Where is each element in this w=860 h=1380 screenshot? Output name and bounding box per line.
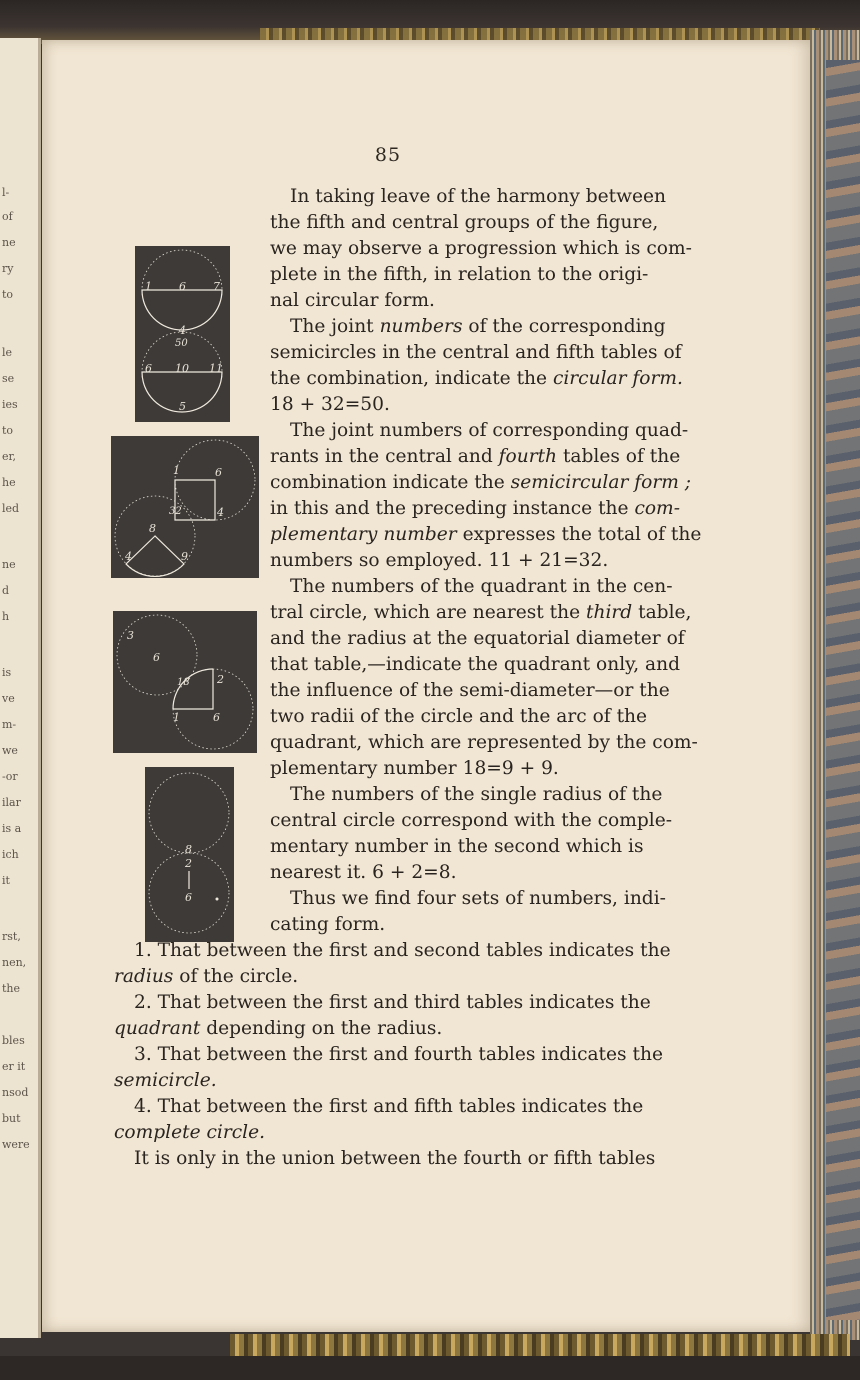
- left-page-fragment: rst,: [2, 930, 21, 943]
- italic-text: complete circle.: [114, 1122, 266, 1143]
- figure-label: 7: [213, 280, 220, 293]
- figure-label: 11: [209, 362, 223, 375]
- text-line: the fifth and central groups of the figure,: [270, 212, 659, 233]
- left-page-fragment: -or: [2, 770, 18, 783]
- paragraph: [270, 314, 683, 418]
- left-page-fragment: of: [2, 210, 13, 223]
- figure-label: 8: [185, 843, 192, 856]
- text-line: Thus we find four sets of numbers, indi-: [290, 888, 666, 909]
- left-page-fragment: m-: [2, 718, 17, 731]
- left-page-fragment: the: [2, 982, 21, 995]
- left-page-fragment: nen,: [2, 956, 27, 969]
- text-line: [270, 444, 681, 470]
- italic-text: radius: [114, 966, 174, 987]
- left-page-fragment: ies: [2, 398, 18, 411]
- text-line: plementary number 18=9 + 9.: [270, 758, 559, 779]
- left-page-fragment: it: [2, 874, 10, 887]
- text-run: tral circle, which are nearest the: [270, 602, 587, 623]
- figure-label: 1: [145, 280, 152, 293]
- text-line: The numbers of the quadrant in the cen-: [290, 576, 673, 597]
- list-item: 4. That between the first and fifth tables indicates the: [134, 1096, 644, 1117]
- left-page-fragment: d: [2, 584, 10, 597]
- text-line: that table,—indicate the quadrant only, and: [270, 654, 680, 675]
- figure-label: 6: [179, 280, 186, 293]
- gilt-border-bottom: [230, 1334, 850, 1356]
- text-run: The joint: [290, 316, 380, 337]
- figure-label: 18: [177, 677, 190, 688]
- left-page-fragment: is: [2, 666, 12, 679]
- text-run: of the circle.: [173, 966, 299, 987]
- list-item: 2. That between the first and third tables indicates the: [134, 992, 651, 1013]
- paragraph: [270, 782, 674, 886]
- text-line: [270, 600, 692, 626]
- body-text: [74, 184, 702, 1172]
- left-page-fragment: nsod: [2, 1086, 29, 1099]
- text-line: we may observe a progression which is com-: [270, 238, 692, 259]
- italic-text: plementary number: [270, 524, 457, 545]
- figure-label: 6: [185, 891, 192, 904]
- left-page-fragment: l-: [2, 186, 10, 199]
- figure-label: 6: [153, 651, 160, 664]
- text-line: and the radius at the equatorial diameter of: [270, 628, 685, 649]
- left-page-fragment: ne: [2, 236, 16, 249]
- text-line: In taking leave of the harmony between: [290, 186, 667, 207]
- list-item-continuation: [114, 1016, 674, 1042]
- left-page-fragment: le: [2, 346, 13, 359]
- left-page-fragment: se: [2, 372, 15, 385]
- left-page-fragment: h: [2, 610, 10, 623]
- text-line: The numbers of the single radius of the: [290, 784, 663, 805]
- left-page-fragment: ve: [2, 692, 15, 705]
- italic-text: numbers: [379, 316, 463, 337]
- text-line: mentary number in the second which is: [270, 836, 644, 857]
- italic-text: quadrant: [114, 1018, 201, 1039]
- page-number: 85: [374, 144, 402, 166]
- left-page-fragment: is a: [2, 822, 22, 835]
- figure-label: 32: [169, 506, 182, 517]
- text-line: The joint numbers of corresponding quad-: [290, 420, 689, 441]
- list-item-continuation: [114, 964, 674, 990]
- numbered-list: [114, 938, 674, 1172]
- figure-label: 6: [213, 711, 220, 724]
- list-item: 1. That between the first and second tables indicates the: [134, 940, 671, 961]
- italic-text: semicircular form ;: [510, 472, 692, 493]
- text-run: in this and the preceding instance the: [270, 498, 635, 519]
- text-run: rants in the central and: [270, 446, 499, 467]
- paragraph: [270, 418, 702, 574]
- text-line: plete in the fifth, in relation to the origi-: [270, 264, 649, 285]
- figure-label: 4: [217, 506, 224, 519]
- text-line: quadrant, which are represented by the com-: [270, 732, 698, 753]
- text-line: It is only in the union between the fourth or fifth tables: [134, 1148, 656, 1169]
- text-line: [270, 496, 680, 522]
- figure-label: 6: [145, 362, 152, 375]
- text-line: nearest it. 6 + 2=8.: [270, 862, 457, 883]
- figure-label: 8: [149, 522, 156, 535]
- paragraph: [270, 574, 698, 782]
- left-page-fragment: ich: [2, 848, 19, 861]
- figure-label: 1: [173, 464, 180, 477]
- list-item: 3. That between the first and fourth tables indicates the: [134, 1044, 663, 1065]
- figure-label: 5: [179, 400, 186, 413]
- figure-label: 6: [215, 466, 222, 479]
- italic-text: semicircle.: [114, 1070, 217, 1091]
- paragraph: [270, 184, 692, 314]
- text-run: table,: [632, 602, 692, 623]
- left-page-fragment: he: [2, 476, 16, 489]
- text-line: semicircles in the central and fifth tables of: [270, 342, 682, 363]
- paragraph: [270, 886, 674, 938]
- text-line: [270, 366, 683, 392]
- text-line: the influence of the semi-diameter—or the: [270, 680, 670, 701]
- text-line: two radii of the circle and the arc of the: [270, 706, 648, 727]
- figure-label: 4: [179, 324, 186, 337]
- text-run: of the corresponding: [462, 316, 666, 337]
- figure-label: 2: [185, 857, 192, 870]
- left-page-fragment: but: [2, 1112, 21, 1125]
- left-page-margin: [0, 38, 41, 1338]
- left-page-fragment: ilar: [2, 796, 21, 809]
- left-page-fragment: er,: [2, 450, 17, 463]
- text-run: depending on the radius.: [200, 1018, 443, 1039]
- figure-label: 4: [125, 550, 132, 563]
- text-run: combination indicate the: [270, 472, 511, 493]
- text-line: [270, 522, 702, 548]
- left-page-fragment: to: [2, 288, 14, 301]
- book-bottom-edge: [0, 1356, 860, 1380]
- figure-label: 9: [181, 550, 188, 563]
- figure-label: 2: [217, 673, 224, 686]
- text-line: [270, 470, 692, 496]
- marbled-edge: [826, 60, 860, 1320]
- text-line: nal circular form.: [270, 290, 435, 311]
- text-run: expresses the total of the: [456, 524, 702, 545]
- list-item-continuation: [114, 1068, 674, 1094]
- text-line: central circle correspond with the comple-: [270, 810, 672, 831]
- left-page-fragment: ry: [2, 262, 14, 275]
- figure-label: 3: [127, 629, 134, 642]
- text-run: tables of the: [557, 446, 681, 467]
- left-page-fragment: to: [2, 424, 14, 437]
- text-line: cating form.: [270, 914, 386, 935]
- text-line: [270, 314, 674, 340]
- italic-text: circular form.: [552, 368, 683, 389]
- left-page-fragment: bles: [2, 1034, 25, 1047]
- text-line: numbers so employed. 11 + 21=32.: [270, 550, 609, 571]
- left-page-fragment: we: [2, 744, 18, 757]
- left-page-fragment: were: [2, 1138, 30, 1151]
- figure-label: 1: [173, 711, 180, 724]
- figure-label: 50: [175, 338, 188, 349]
- left-page-fragment: led: [2, 502, 20, 515]
- left-page-fragment: ne: [2, 558, 16, 571]
- list-item-continuation: [114, 1120, 674, 1146]
- italic-text: com-: [634, 498, 680, 519]
- italic-text: fourth: [498, 446, 558, 467]
- text-line: 18 + 32=50.: [270, 394, 390, 415]
- left-page-fragment: er it: [2, 1060, 26, 1073]
- figure-label: 10: [175, 362, 189, 375]
- text-run: the combination, indicate the: [270, 368, 553, 389]
- italic-text: third: [586, 602, 633, 623]
